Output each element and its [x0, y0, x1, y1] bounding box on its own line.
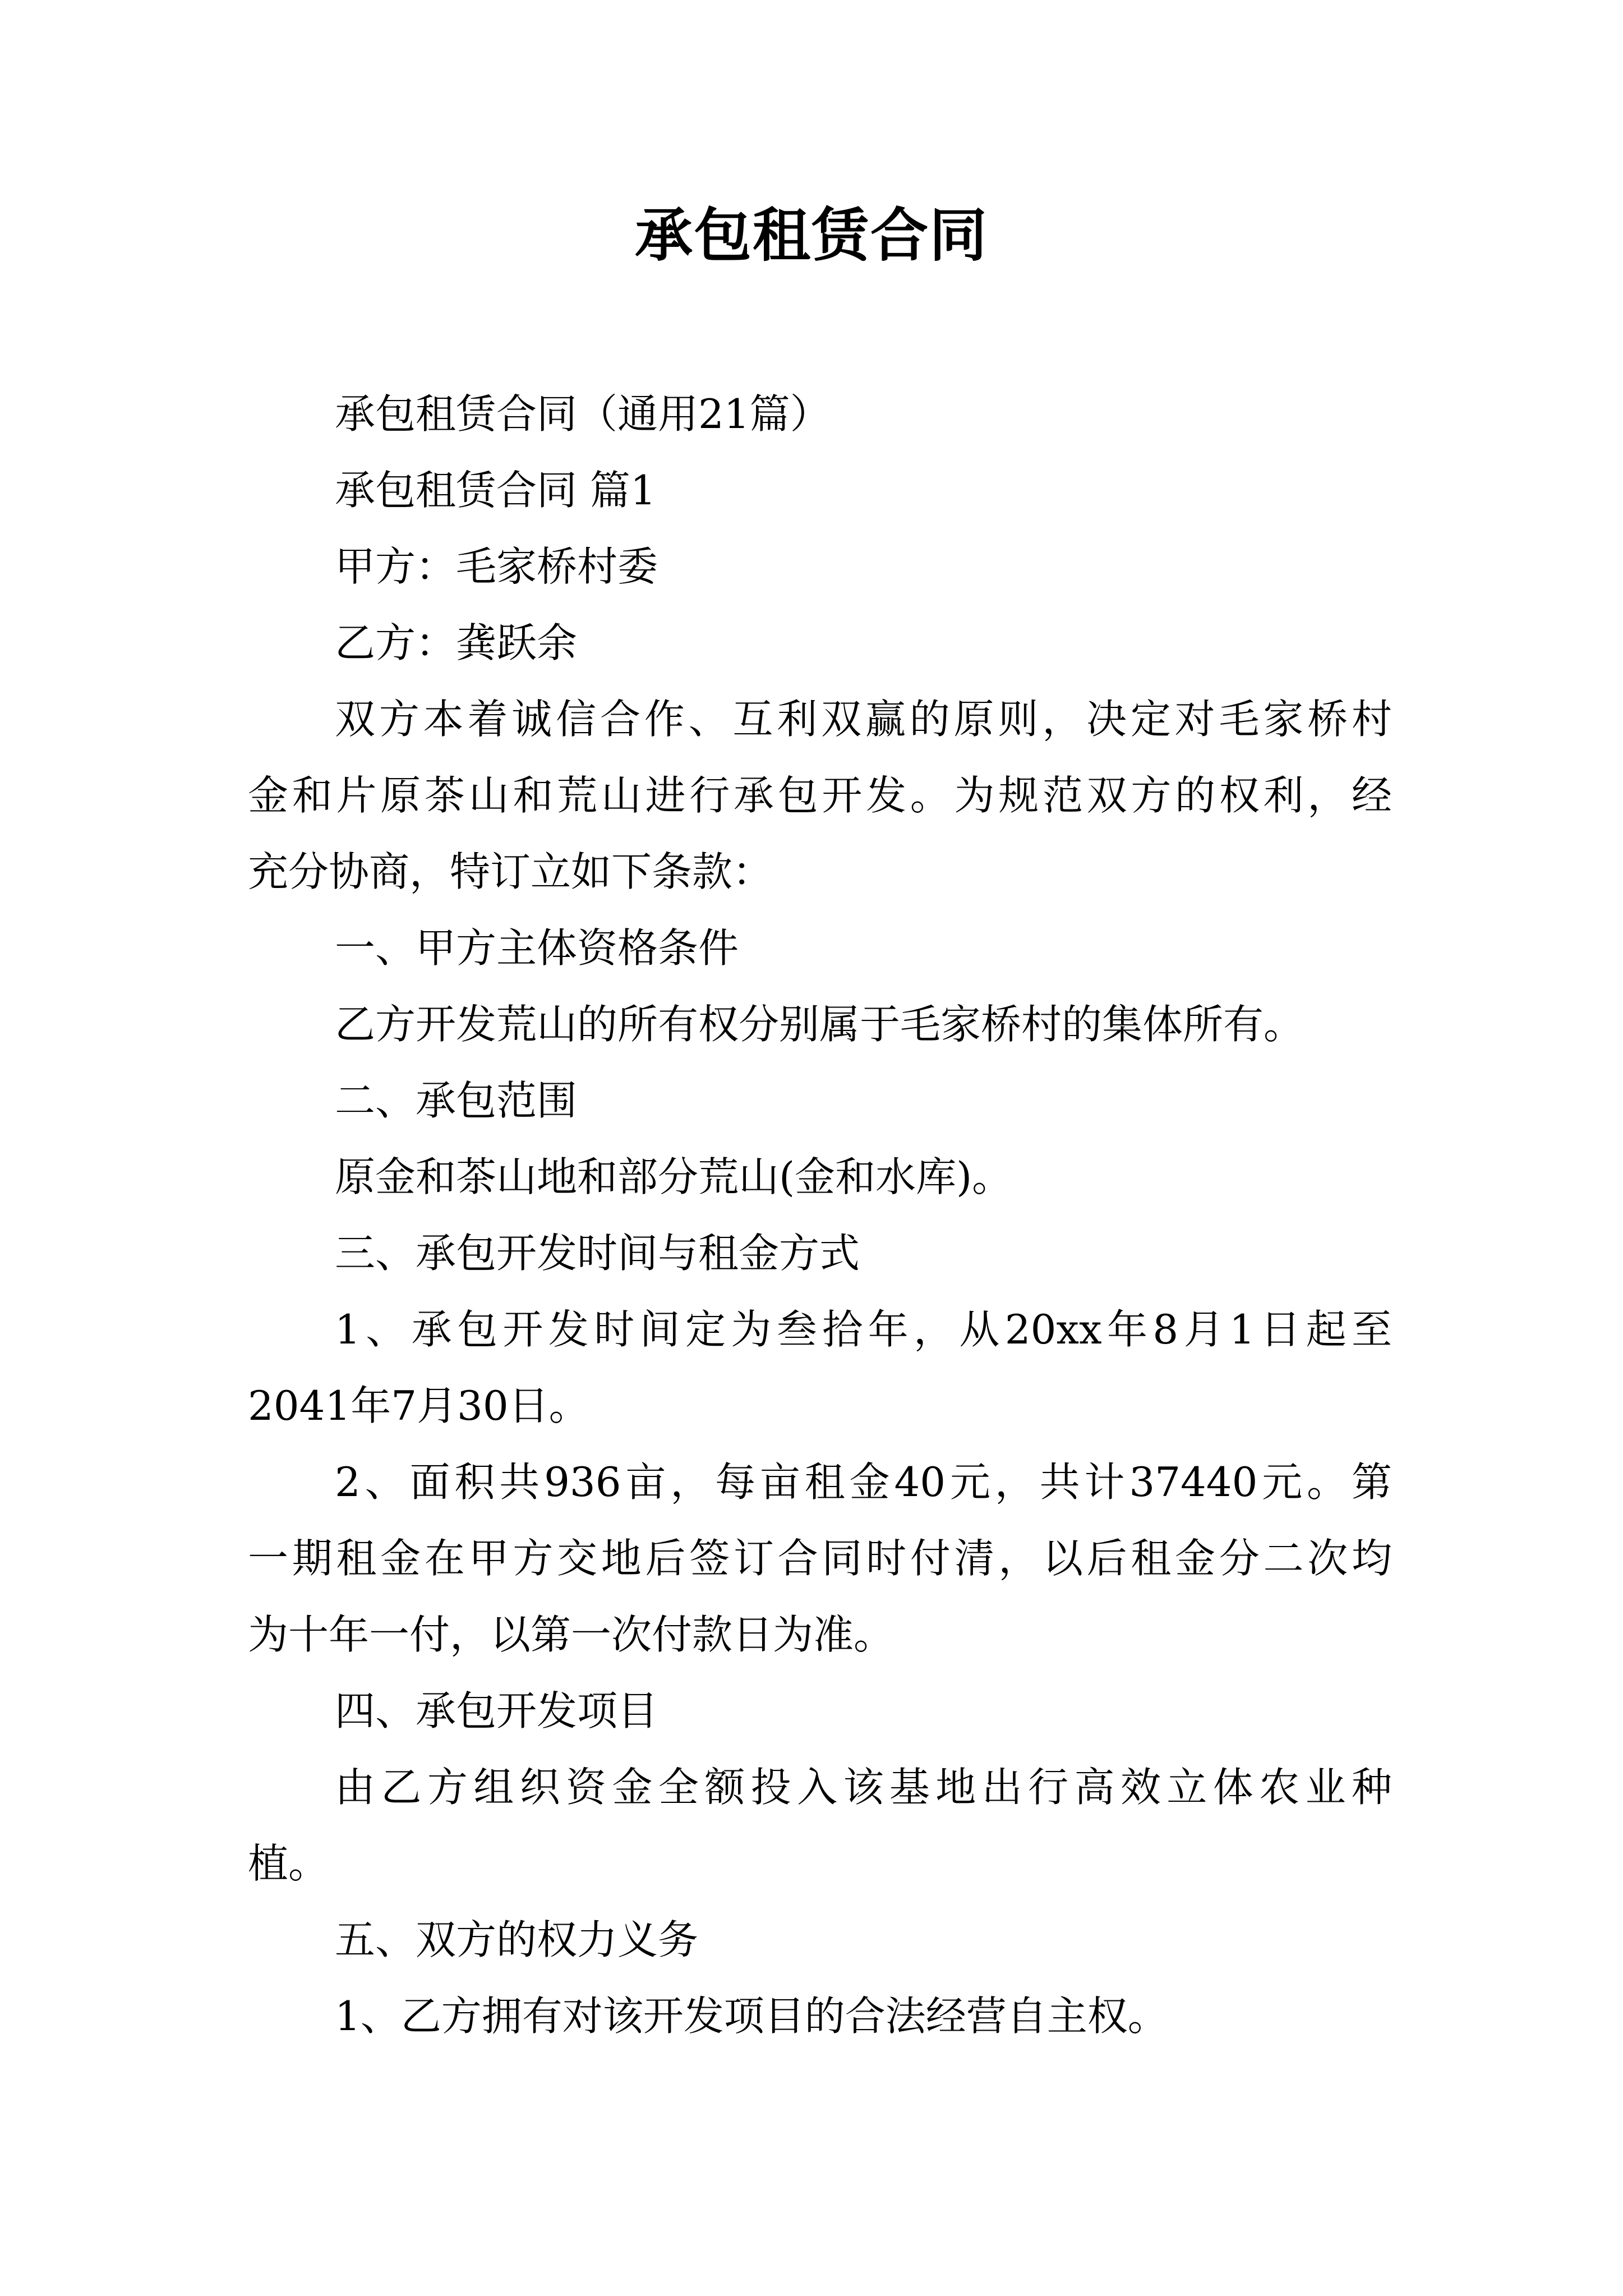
paragraph-line: 由乙方组织资金全额投入该基地出行高效立体农业种 — [335, 1764, 1392, 1811]
paragraph-line: 双方本着诚信合作、互利双赢的原则，决定对毛家桥村 — [335, 696, 1392, 743]
document-title: 承包租赁合同 — [635, 201, 988, 269]
paragraph-line: 植。 — [248, 1840, 329, 1887]
party-a-line: 甲方：毛家桥村委 — [335, 543, 658, 590]
paragraph-line: 2041年7月30日。 — [248, 1382, 589, 1429]
paragraph-line: 2、面积共936亩，每亩租金40元，共计37440元。第 — [335, 1458, 1392, 1506]
clause-heading: 三、承包开发时间与租金方式 — [335, 1230, 860, 1277]
paragraph-line: 原金和茶山地和部分荒山(金和水库)。 — [335, 1153, 1013, 1200]
paragraph-line: 金和片原茶山和荒山进行承包开发。为规范双方的权利，经 — [248, 772, 1392, 819]
paragraph-line: 1、乙方拥有对该开发项目的合法经营自主权。 — [335, 1993, 1168, 2040]
section-heading: 承包租赁合同 篇1 — [335, 467, 656, 514]
paragraph-line: 一期租金在甲方交地后签订合同时付清，以后租金分二次均 — [248, 1535, 1392, 1582]
clause-heading: 二、承包范围 — [335, 1077, 578, 1124]
clause-heading: 五、双方的权力义务 — [335, 1916, 699, 1963]
party-b-line: 乙方：龚跃余 — [335, 619, 578, 666]
clause-heading: 一、甲方主体资格条件 — [335, 924, 739, 972]
paragraph-line: 乙方开发荒山的所有权分别属于毛家桥村的集体所有。 — [335, 1001, 1304, 1048]
paragraph-line: 1、承包开发时间定为叁拾年，从20xx年8月1日起至 — [335, 1306, 1392, 1353]
subtitle-line: 承包租赁合同（通用21篇） — [335, 390, 831, 438]
paragraph-line: 为十年一付，以第一次付款日为准。 — [248, 1611, 895, 1658]
document-body — [248, 376, 1392, 2054]
paragraph-line: 充分协商，特订立如下条款： — [248, 848, 773, 895]
clause-heading: 四、承包开发项目 — [335, 1687, 658, 1734]
